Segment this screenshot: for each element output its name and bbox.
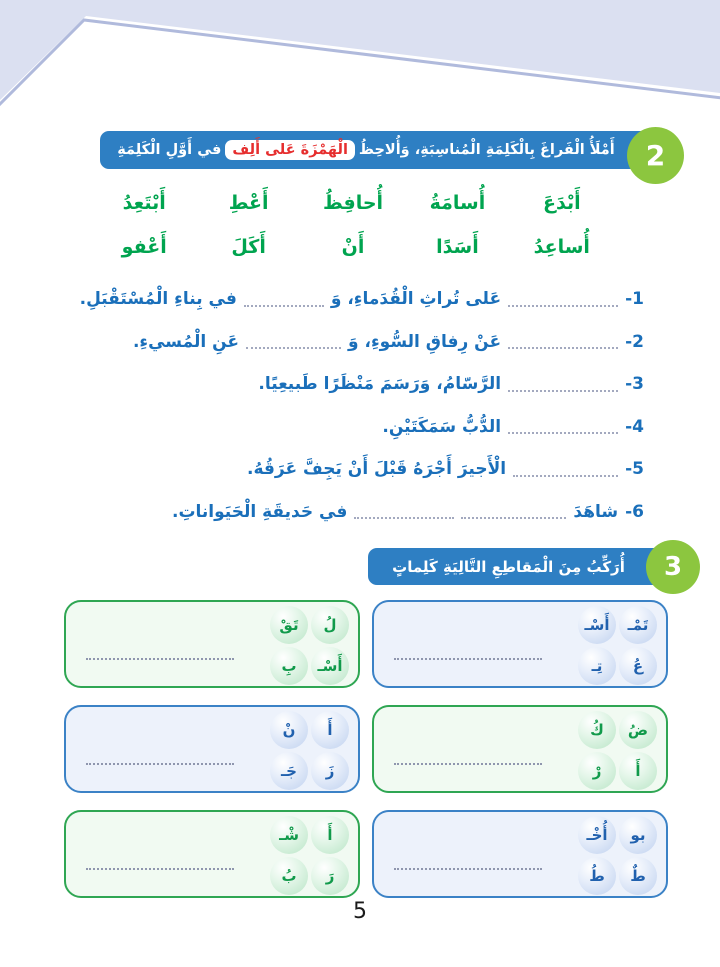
syllable-circles — [578, 606, 657, 685]
sentence-text: شاهَدَ — [573, 501, 619, 522]
syllable-circles — [270, 606, 349, 685]
word-bank-word: أَعْفو — [121, 236, 167, 258]
syllable-circle[interactable]: ضُ — [619, 711, 657, 749]
syllable-circle[interactable]: تِـ — [578, 647, 616, 685]
sentence-text: في بِناءِ الْمُسْتَقْبَلِ. — [79, 289, 237, 310]
syllable-box-6 — [372, 810, 668, 898]
answer-blank[interactable] — [246, 334, 341, 349]
answer-blank[interactable] — [86, 658, 234, 660]
answer-blank[interactable] — [461, 504, 566, 519]
word-bank-word: أُساعِدُ — [533, 236, 590, 258]
answer-blank[interactable] — [508, 377, 618, 392]
page-number: 5 — [353, 899, 367, 924]
exercise2-title-start: أَمْلَأُ الْفَراغَ بِالْكَلِمَةِ الْمُناسِبَةِ، وَأُلاحِظُ — [358, 142, 615, 158]
word-bank — [92, 183, 614, 267]
syllable-circle[interactable]: أَسْـ — [578, 606, 616, 644]
answer-blank[interactable] — [394, 763, 542, 765]
syllable-circle[interactable]: بو — [619, 816, 657, 854]
word-bank-word: أُحافِظُ — [322, 192, 384, 214]
syllable-circles — [270, 816, 349, 895]
sentence-number: 6- — [625, 501, 644, 522]
syllable-box-2 — [372, 600, 668, 688]
answer-blank[interactable] — [86, 868, 234, 870]
syllable-circle[interactable]: نْ — [270, 711, 308, 749]
page-top-decoration — [0, 0, 720, 132]
syllable-circle[interactable]: طٌ — [619, 857, 657, 895]
syllable-circle[interactable]: لُ — [311, 606, 349, 644]
exercise3-header-bar — [368, 548, 679, 585]
syllable-circle[interactable]: عُ — [619, 647, 657, 685]
sentence-text: في حَديقَةِ الْحَيَواناتِ. — [172, 501, 348, 522]
syllable-circle[interactable]: أَسْـ — [311, 647, 349, 685]
syllable-circle[interactable]: تَقْ — [270, 606, 308, 644]
answer-blank[interactable] — [508, 334, 618, 349]
answer-blank[interactable] — [394, 658, 542, 660]
sentence-row-3 — [78, 363, 644, 406]
sentence-number: 3- — [625, 374, 644, 395]
exercise2-header-bar — [100, 131, 660, 169]
syllable-box-4 — [372, 705, 668, 793]
answer-blank[interactable] — [244, 292, 324, 307]
word-bank-word: أُسامَةُ — [429, 192, 486, 214]
sentence-number: 5- — [625, 459, 644, 480]
fill-in-sentences — [78, 278, 644, 533]
answer-blank[interactable] — [86, 763, 234, 765]
syllable-circle[interactable]: شْـ — [270, 816, 308, 854]
syllable-circle[interactable]: رْ — [578, 752, 616, 790]
exercise2-title-end: في أَوَّلِ الْكَلِمَةِ — [117, 142, 222, 158]
syllable-circle[interactable]: كُ — [578, 711, 616, 749]
sentence-row-2 — [78, 321, 644, 364]
word-bank-word: أَبْدَعَ — [543, 192, 581, 214]
answer-blank[interactable] — [394, 868, 542, 870]
syllable-box-3 — [64, 705, 360, 793]
syllable-circle[interactable]: أَ — [311, 711, 349, 749]
sentence-text: عَنِ الْمُسيءِ. — [132, 331, 240, 352]
roof-wedge-graphic — [0, 0, 720, 132]
sentence-number: 4- — [625, 416, 644, 437]
sentence-text: الدُّبُّ سَمَكَتَيْنِ. — [382, 416, 502, 437]
syllable-circles — [578, 816, 657, 895]
answer-blank[interactable] — [354, 504, 454, 519]
exercise2-number-badge: 2 — [627, 127, 684, 184]
sentence-row-6 — [78, 491, 644, 534]
sentence-row-1 — [78, 278, 644, 321]
sentence-number: 2- — [625, 331, 644, 352]
sentence-text: الْأَجيرَ أَجْرَهُ قَبْلَ أَنْ يَجِفَّ عَرَقُهُ. — [247, 459, 507, 480]
answer-blank[interactable] — [508, 292, 618, 307]
word-bank-word: أَكَلَ — [231, 236, 266, 258]
syllable-circle[interactable]: أُخْـ — [578, 816, 616, 854]
syllable-circle[interactable]: تَمْـ — [619, 606, 657, 644]
exercise3-number-badge: 3 — [646, 540, 700, 594]
word-bank-word: أَعْطِ — [228, 192, 269, 214]
syllable-circle[interactable]: أَ — [619, 752, 657, 790]
answer-blank[interactable] — [508, 419, 618, 434]
syllable-circle[interactable]: أَ — [311, 816, 349, 854]
syllable-circle[interactable]: طُ — [578, 857, 616, 895]
word-bank-word: أَنْ — [341, 236, 365, 258]
syllable-circle[interactable]: رَ — [311, 857, 349, 895]
exercise2-title-highlight: الْهَمْزَةَ عَلى أَلِف — [225, 140, 355, 160]
syllable-circle[interactable]: بُ — [270, 857, 308, 895]
sentence-text: عَنْ رِفاقِ السُّوءِ، وَ — [348, 331, 502, 352]
sentence-row-5 — [78, 448, 644, 491]
word-bank-word: أَسَدًا — [436, 236, 479, 258]
word-bank-word: أَبْتَعِدُ — [122, 192, 166, 214]
syllable-circle[interactable]: زَ — [311, 752, 349, 790]
sentence-text: عَلى تُراثِ الْقُدَماءِ، وَ — [330, 289, 502, 310]
syllable-box-5 — [64, 810, 360, 898]
answer-blank[interactable] — [513, 462, 618, 477]
syllable-circles — [578, 711, 657, 790]
sentence-number: 1- — [625, 289, 644, 310]
syllable-circle[interactable]: بِ — [270, 647, 308, 685]
syllable-circle[interactable]: جَـ — [270, 752, 308, 790]
exercise3-title: أُرَكِّبُ مِنَ الْمَقاطِعِ التَّالِيَةِ كَلِماتٍ — [392, 557, 625, 576]
syllable-circles — [270, 711, 349, 790]
syllable-box-1 — [64, 600, 360, 688]
sentence-text: الرَّسّامُ، وَرَسَمَ مَنْظَرًا طَبيعِيًا. — [258, 374, 502, 395]
sentence-row-4 — [78, 406, 644, 449]
